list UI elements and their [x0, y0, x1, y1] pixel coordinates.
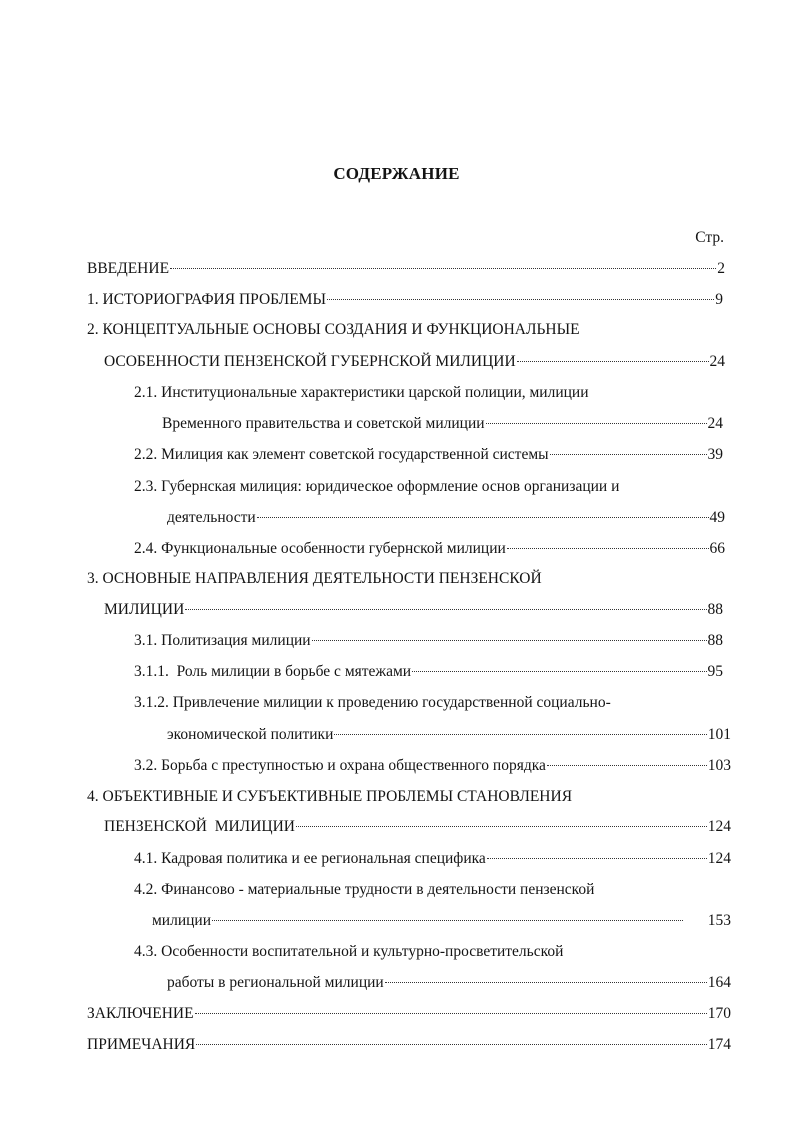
toc-entry-section-4-2[interactable]: [152, 911, 731, 931]
toc-entry-text: МИЛИЦИИ: [104, 601, 185, 618]
toc-page-number: 49: [709, 509, 725, 526]
toc-entry-text: 4.1. Кадровая политика и ее региональная специфика: [134, 850, 486, 867]
dot-leader: [257, 517, 709, 518]
toc-page-number: 24: [709, 353, 725, 370]
toc-entry-text: 3.2. Борьба с преступностью и охрана общественного порядка: [134, 757, 546, 774]
toc-page-number: 9: [715, 291, 723, 308]
toc-entry-text: работы в региональной милиции: [167, 974, 384, 991]
toc-page-number: 66: [709, 540, 725, 557]
toc-entry-text: деятельности: [167, 509, 256, 526]
toc-entry-section-2-4[interactable]: [134, 539, 725, 559]
toc-entry-text: Временного правительства и советской милиции: [162, 415, 485, 432]
dot-leader: [412, 671, 706, 672]
dot-leader: [385, 982, 707, 983]
toc-entry-section-4-2-line1[interactable]: 4.2. Финансово - материальные трудности в деятельности пензенской: [134, 881, 595, 898]
toc-entry-section-3-2[interactable]: [134, 756, 731, 776]
dot-leader: [550, 454, 707, 455]
toc-entry-chapter-4[interactable]: [104, 817, 731, 837]
toc-entry-section-3-1-2[interactable]: [167, 725, 731, 745]
toc-page-number: 153: [707, 912, 731, 929]
dot-leader: [185, 609, 706, 610]
toc-page-number: 103: [707, 757, 731, 774]
toc-entry-text: ПЕНЗЕНСКОЙ МИЛИЦИИ: [104, 818, 295, 835]
toc-page-number: 24: [707, 415, 723, 432]
toc-entry-chapter-2-line1[interactable]: 2. КОНЦЕПТУАЛЬНЫЕ ОСНОВЫ СОЗДАНИЯ И ФУНКЦИОНАЛЬНЫЕ: [87, 321, 580, 338]
toc-entry-section-2-3-line1[interactable]: 2.3. Губернская милиция: юридическое оформление основ организации и: [134, 478, 620, 495]
toc-entry-text: 3.1. Политизация милиции: [134, 632, 311, 649]
toc-page-number: 88: [707, 601, 723, 618]
toc-entry-section-4-3-line1[interactable]: 4.3. Особенности воспитательной и культурно-просветительской: [134, 943, 564, 960]
dot-leader: [547, 765, 707, 766]
toc-entry-section-3-1-2-line1[interactable]: 3.1.2. Привлечение милиции к проведению государственной социально-: [134, 694, 611, 711]
toc-entry-section-4-1[interactable]: [134, 849, 731, 869]
dot-leader: [327, 299, 714, 300]
dot-leader: [212, 920, 683, 921]
toc-entry-chapter-2[interactable]: [104, 352, 725, 372]
toc-entry-text: экономической политики: [167, 726, 334, 743]
toc-entry-chapter-4-line1[interactable]: 4. ОБЪЕКТИВНЫЕ И СУБЪЕКТИВНЫЕ ПРОБЛЕМЫ СТАНОВЛЕНИЯ: [87, 788, 573, 805]
toc-entry-text: 3.1.1. Роль милиции в борьбе с мятежами: [134, 663, 412, 680]
toc-page-number: 88: [707, 632, 723, 649]
toc-page-number: 164: [707, 974, 731, 991]
toc-entry-text: 1. ИСТОРИОГРАФИЯ ПРОБЛЕМЫ: [87, 291, 326, 308]
toc-page-number: 101: [707, 726, 731, 743]
page-title: СОДЕРЖАНИЕ: [333, 164, 460, 183]
dot-leader: [517, 361, 709, 362]
dot-leader: [195, 1013, 707, 1014]
dot-leader: [196, 1044, 706, 1045]
dot-leader: [170, 268, 716, 269]
toc-entry-text: 2.4. Функциональные особенности губернской милиции: [134, 540, 506, 557]
dot-leader: [487, 858, 707, 859]
toc-entry-section-2-3[interactable]: [167, 508, 725, 528]
toc-entry-chapter-3-line1[interactable]: 3. ОСНОВНЫЕ НАПРАВЛЕНИЯ ДЕЯТЕЛЬНОСТИ ПЕНЗЕНСКОЙ: [87, 570, 542, 587]
dot-leader: [296, 826, 707, 827]
page-column-label: Стр.: [695, 229, 724, 246]
dot-leader: [312, 640, 707, 641]
dot-leader: [486, 423, 707, 424]
dot-leader: [507, 548, 709, 549]
toc-entry-notes[interactable]: [87, 1035, 731, 1055]
toc-entry-chapter-3[interactable]: [104, 600, 723, 620]
toc-entry-text: милиции: [152, 912, 212, 929]
toc-entry-section-4-3[interactable]: [167, 973, 731, 993]
toc-page-number: 2: [717, 260, 725, 277]
toc-entry-chapter-1[interactable]: [87, 290, 723, 310]
toc-entry-section-2-1-line1[interactable]: 2.1. Институциональные характеристики царской полиции, милиции: [134, 384, 589, 401]
toc-entry-text: 2.2. Милиция как элемент советской государственной системы: [134, 446, 549, 463]
toc-page-number: 170: [707, 1005, 731, 1022]
toc-entry-text: ЗАКЛЮЧЕНИЕ: [87, 1005, 194, 1022]
toc-page-number: 124: [707, 850, 731, 867]
toc-entry-conclusion[interactable]: [87, 1004, 731, 1024]
toc-entry-text: ВВЕДЕНИЕ: [87, 260, 170, 277]
toc-entry-text: ОСОБЕННОСТИ ПЕНЗЕНСКОЙ ГУБЕРНСКОЙ МИЛИЦИИ: [104, 353, 516, 370]
toc-entry-section-3-1[interactable]: [134, 631, 723, 651]
dot-leader: [334, 734, 706, 735]
toc-entry-text: ПРИМЕЧАНИЯ: [87, 1036, 196, 1053]
toc-entry-section-2-1[interactable]: [162, 414, 723, 434]
toc-entry-section-3-1-1[interactable]: [134, 662, 723, 682]
toc-page-number: 124: [707, 818, 731, 835]
toc-entry-section-2-2[interactable]: [134, 445, 723, 465]
toc-page-number: 39: [707, 446, 723, 463]
toc-page-number: 95: [707, 663, 723, 680]
toc-entry-intro[interactable]: [87, 259, 725, 279]
toc-page-number: 174: [707, 1036, 731, 1053]
